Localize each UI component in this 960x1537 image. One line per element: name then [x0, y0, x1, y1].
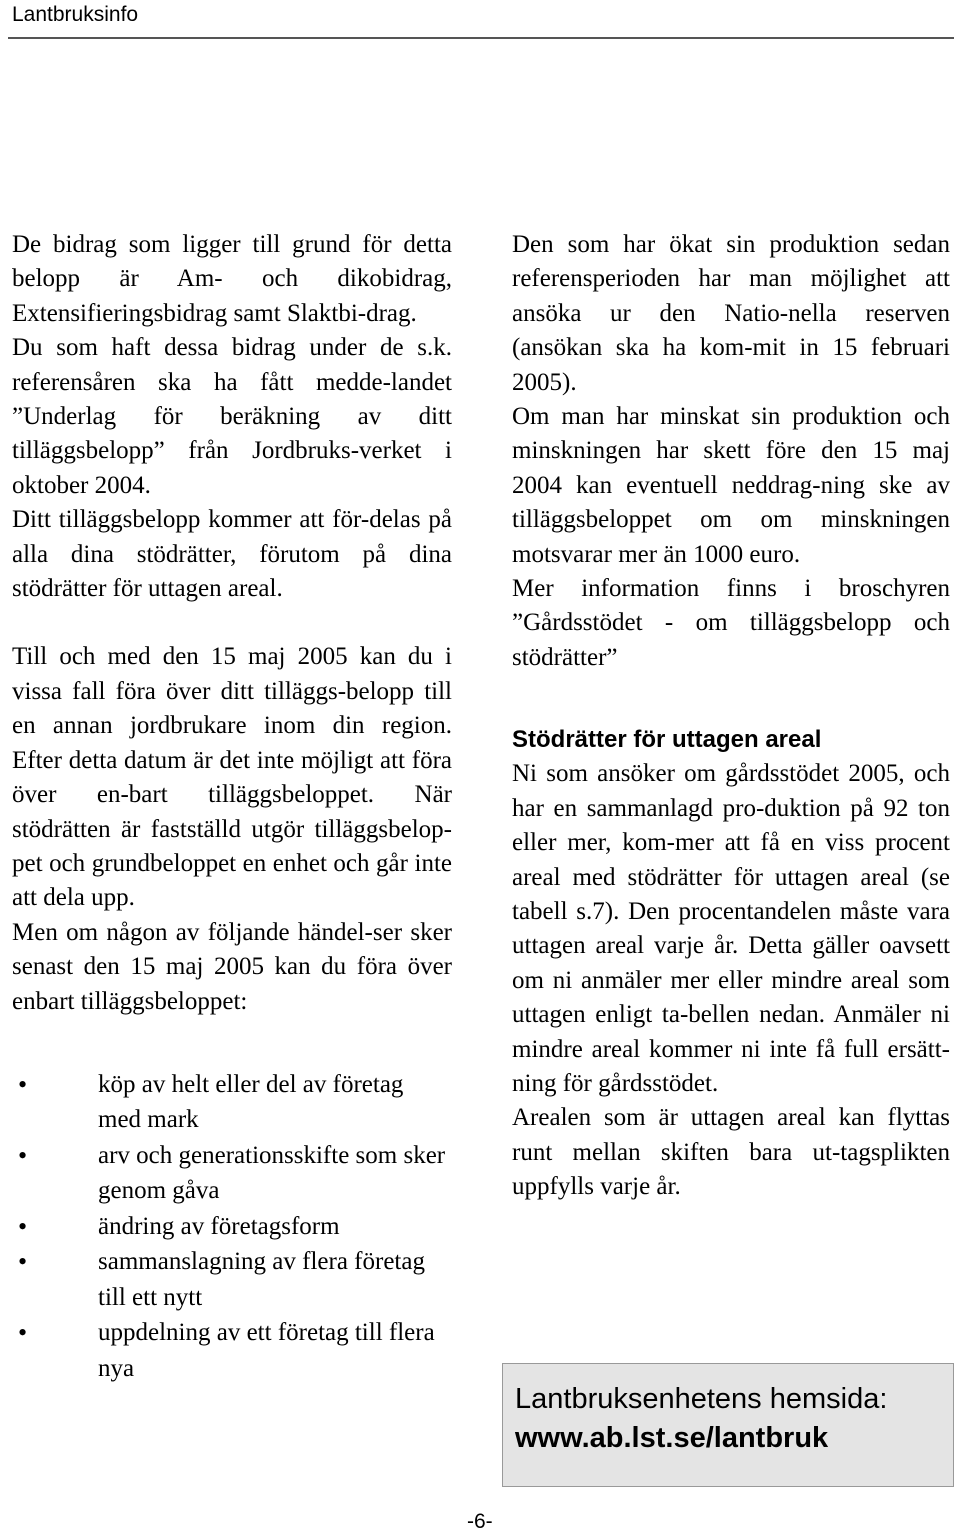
bullet-item-text: uppdelning av ett företag till flera nya: [98, 1319, 435, 1382]
bullet-list-wrapper: [12, 1067, 452, 1387]
bullet-item: [12, 1067, 452, 1138]
bullet-item: [12, 1315, 452, 1386]
spacer: [512, 675, 950, 723]
paragraph: Till och med den 15 maj 2005 kan du i vissa fall föra över ditt tilläggs-belopp till en annan jordbrukare inom din region. Efter detta datum är det inte möjligt att föra över en-bart tilläggsbeloppet. När stödrätten är fastställd utgör tilläggsbelop-pet och grundbeloppet en enhet och går inte att dela upp.: [12, 643, 452, 912]
paragraph: Ditt tilläggsbelopp kommer att för-delas på alla dina stödrätter, förutom på dina stödrätter för uttagen areal.: [12, 506, 452, 603]
running-header: Lantbruksinfo: [12, 3, 139, 26]
spacer: [12, 606, 452, 640]
bullet-list: [12, 1067, 452, 1387]
bullet-item: [12, 1209, 452, 1245]
paragraph: Du som haft dessa bidrag under de s.k. referensåren ska ha fått medde-landet ”Underlag för beräkning av ditt tilläggsbelopp” från Jordbruks-verket i oktober 2004.: [12, 334, 452, 499]
bullet-item-text: sammanslagning av flera företag till ett nytt: [98, 1248, 425, 1311]
paragraph: Arealen som är uttagen areal kan flyttas runt mellan skiften bara ut-tagsplikten uppfylls varje år.: [512, 1104, 950, 1201]
bullet-item: [12, 1138, 452, 1209]
website-url[interactable]: www.ab.lst.se/lantbruk: [515, 1422, 829, 1454]
bullet-item-text: arv och generationsskifte som sker genom gåva: [98, 1141, 446, 1205]
paragraph: Om man har minskat sin produktion och minskningen har skett före den 15 maj 2004 kan eventuell neddrag-ning ske av tilläggsbeloppet om om minskningen motsvarar mer än 1000 euro.: [512, 403, 950, 568]
right-column: [512, 228, 950, 1205]
paragraph: Den som har ökat sin produktion sedan referensperioden har man möjlighet att ansöka ur den Natio-nella reserven (ansökan ska ha kom-mit in 15 februari 2005).: [512, 231, 950, 396]
page-number: -6-: [467, 1510, 493, 1533]
bullet-item: [12, 1244, 452, 1315]
paragraph: Men om någon av följande händel-ser sker senast den 15 maj 2005 kan du föra över enbart tilläggsbeloppet:: [12, 918, 452, 1015]
section-heading: Stödrätter för uttagen areal: [512, 726, 822, 754]
bullet-item-text: ändring av företagsform: [98, 1212, 340, 1240]
paragraph: De bidrag som ligger till grund för detta belopp är Am- och dikobidrag, Extensifieringsbidrag samt Slaktbi-drag.: [12, 231, 452, 327]
left-column: [12, 228, 452, 1386]
paragraph: Mer information finns i broschyren ”Gårdsstödet - om tilläggsbelopp och stödrätter”: [512, 575, 950, 671]
website-box: [502, 1363, 954, 1487]
website-label: Lantbruksenhetens hemsida:: [515, 1383, 888, 1415]
header-rule: [8, 37, 954, 39]
paragraph: Ni som ansöker om gårdsstödet 2005, och har en sammanlagd pro-duktion på 92 ton eller mer, kom-mer att få en viss procent areal med stödrätter för uttagen areal (se tabell s.7). Den procentandelen måste vara uttagen areal varje år. Detta gäller oavsett om ni anmäler mer eller mindre areal som uttagen enligt ta-bellen nedan. Anmäler ni mindre areal kommer ni inte få full ersätt-ning för gårdsstödet.: [512, 760, 950, 1097]
bullet-item-text: köp av helt eller del av företag med mark: [98, 1070, 404, 1134]
